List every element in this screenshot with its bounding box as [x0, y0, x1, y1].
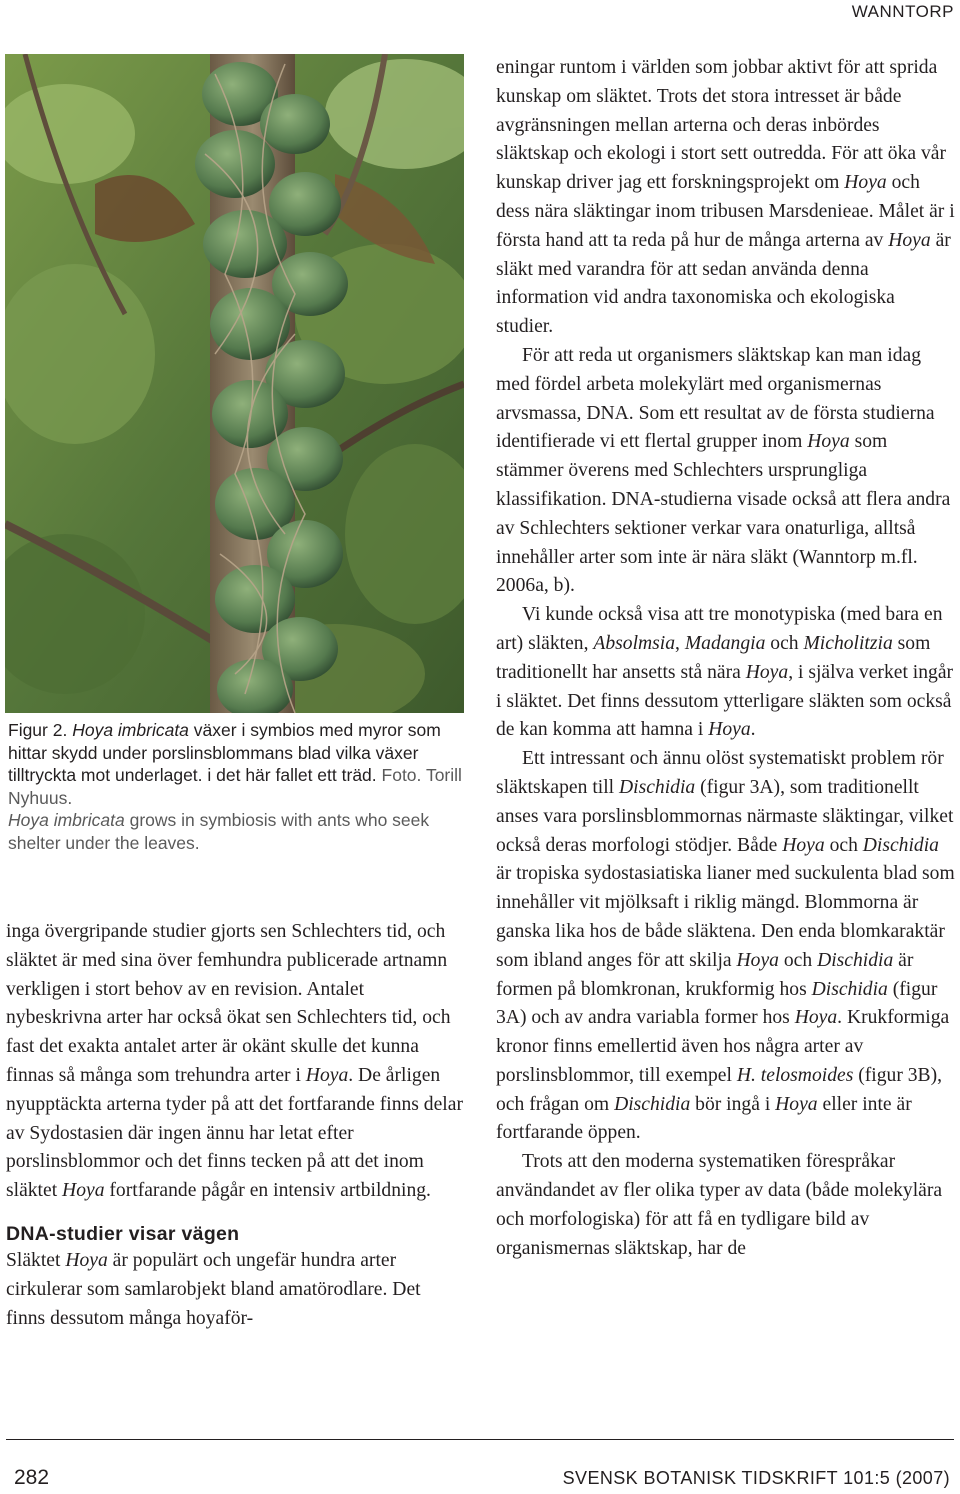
right-paragraph-5: Trots att den moderna systematiken förespråkar användandet av fler olika typer av data (både molekylära och morfologiska) för att få en tydligare bild av organismernas släktskap, har de: [496, 1151, 943, 1259]
figure-caption: [8, 719, 468, 854]
page-number: 282: [14, 1466, 50, 1489]
footer-rule: [6, 1439, 954, 1440]
caption-species-name: Hoya imbricata: [72, 720, 189, 740]
caption-english-text: grows in symbiosis with ants who seek shelter under the leaves.: [8, 810, 430, 853]
caption-photo-credit: Foto. Torill Nyhuus.: [8, 765, 462, 808]
section-heading: DNA-studier visar vägen: [6, 1222, 240, 1245]
caption-swedish: [8, 719, 468, 809]
caption-en-species-name: Hoya imbricata: [8, 810, 125, 830]
left-paragraph-2: Släktet Hoya är populärt och ungefär hundra arter cirkulerar som samlarobjekt bland amatörodlare. Det finns dessutom många hoyaför-: [6, 1249, 421, 1329]
right-paragraph-3: Vi kunde också visa att tre monotypiska (med bara en art) släkten, Absolmsia, Madangia och Micholitzia som traditionellt har ansetts stå nära Hoya, i själva verket ingår i släktet. Det finns dessutom ytterligare släkten som också de kan komma att hamna i Hoya.: [496, 604, 954, 741]
figure-photo-hoya-imbricata: [5, 54, 464, 713]
photo-illustration: [5, 54, 464, 713]
caption-figure-label: Figur 2.: [8, 720, 73, 740]
journal-title: SVENSK BOTANISK TIDSKRIFT 101:5 (2007): [562, 1468, 950, 1488]
caption-english: [8, 809, 468, 854]
left-paragraph-1: inga övergripande studier gjorts sen Schlechters tid, och släktet är med sina över femhundra publicerade artnamn verkligen i stort behov av en revision. Antalet nybeskrivna arter har också ökat sen Schlechters tid, och fast det exakta antalet arter är okänt skulle det kunna finnas så många som trehundra arter i Hoya. De årligen nyupptäckta arterna tyder på att det fortfarande finns delar av Sydostasien där ingen ännu har letat efter porslinsblommor och det finns tecken på att det inom släktet Hoya fortfarande pågår en intensiv artbildning.: [6, 921, 463, 1202]
right-paragraph-2: För att reda ut organismers släktskap kan man idag med fördel arbeta molekylärt med organismernas arvsmassa, DNA. Som ett resultat av de första studierna identifierade vi ett flertal grupper inom Hoya som stämmer överens med Schlechters ursprungliga klassifikation. DNA-studierna visade också att flera andra av Schlechters sektioner verkar vara onaturliga, alltså innehåller arter som inte är nära släkt (Wanntorp m.fl. 2006a, b).: [496, 344, 951, 597]
running-head: WANNTORP: [851, 2, 954, 21]
right-paragraph-4: Ett intressant och ännu olöst systematiskt problem rör släktskapen till Dischidia (figur 3A), som traditionellt anses vara porslinsblommornas närmaste släktingar, vilket också deras morfologi stödjer. Både Hoya och Dischidia är tropiska sydostasiatiska lianer med suckulenta blad som innehåller vit mjölksaft i riklig mängd. Blommorna är ganska lika hos de både släktena. Den enda blomkaraktär som ibland anges för att skilja Hoya och Dischidia är formen på blomkronan, krukformig hos Dischidia (figur 3A) och av andra variabla former hos Hoya. Krukformiga kronor finns emellertid även hos några arter av porslinsblommor, till exempel H. telosmoides (figur 3B), och frågan om Dischidia bör ingå i Hoya eller inte är fortfarande öppen.: [496, 748, 955, 1144]
caption-swedish-text: växer i symbios med myror som hittar skydd under porslinsblommans blad vilka växer tilltryckta mot underlaget. i det här fallet ett träd.: [8, 720, 441, 785]
right-paragraph-1: eningar runtom i världen som jobbar aktivt för att sprida kunskap om släktet. Trots det stora intresset är både avgränsningen mellan arterna och deras inbördes släktskap och ekologi i stort sett outredda. För att öka vår kunskap driver jag ett forskningsprojekt om Hoya och dess nära släktingar inom tribusen Marsdenieae. Målet är i första hand att ta reda på hur de många arterna av Hoya är släkt med varandra för att sedan använda denna information vid andra taxonomiska och ekologiska studier.: [496, 57, 955, 338]
right-column: [496, 54, 956, 1263]
left-column: [6, 918, 464, 1333]
